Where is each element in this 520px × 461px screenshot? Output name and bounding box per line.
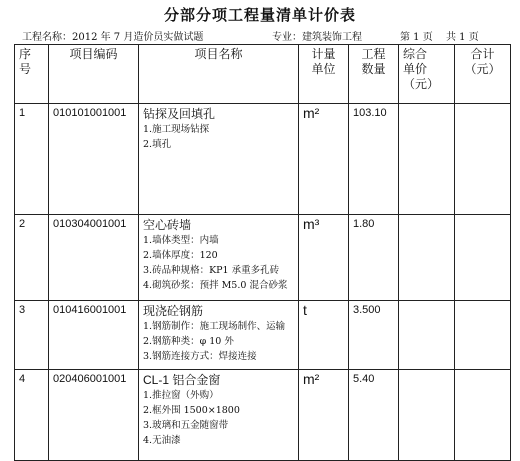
page-number: 第 1 页: [400, 32, 433, 43]
cell-code: 010416001001: [49, 301, 139, 370]
cell-price: [399, 104, 455, 215]
cell-name: [139, 301, 299, 370]
item-feature: 3.玻璃和五金随窗带: [143, 420, 229, 431]
item-feature: 1.施工现场钻探: [143, 124, 210, 135]
table-row: [15, 215, 511, 301]
cell-seq: 4: [15, 370, 49, 461]
col-header-seq: 序 号: [15, 45, 49, 104]
item-feature: 1.钢筋制作：施工现场制作、运输: [143, 321, 286, 332]
cell-unit: m²: [299, 104, 349, 215]
table-row: [15, 370, 511, 461]
cell-code: 020406001001: [49, 370, 139, 461]
project-name: 工程名称：2012 年 7 月造价员实做试题: [22, 32, 204, 43]
table-row: [15, 104, 511, 215]
item-feature: 2.填孔: [143, 139, 172, 150]
cell-price: [399, 370, 455, 461]
total-pages: 共 1 页: [446, 32, 479, 43]
cell-seq: 1: [15, 104, 49, 215]
cell-code: 010101001001: [49, 104, 139, 215]
cell-unit: m³: [299, 215, 349, 301]
cell-price: [399, 301, 455, 370]
item-feature: 4.砌筑砂浆：预拌 M5.0 混合砂浆: [143, 280, 288, 291]
item-feature: 4.无油漆: [143, 435, 181, 446]
cell-total: [455, 215, 511, 301]
bill-of-quantities-table: [14, 44, 511, 461]
cell-code: 010304001001: [49, 215, 139, 301]
cell-name: [139, 370, 299, 461]
col-header-total: 合计 （元）: [455, 45, 511, 104]
cell-price: [399, 215, 455, 301]
col-header-price: 综合 单价 （元）: [399, 45, 455, 104]
item-feature: 3.钢筋连接方式：焊接连接: [143, 351, 257, 362]
item-title: 钻探及回填孔: [143, 107, 216, 121]
item-feature: 3.砖品种规格：KP1 承重多孔砖: [143, 265, 280, 276]
cell-unit: t: [299, 301, 349, 370]
cell-seq: 2: [15, 215, 49, 301]
col-header-code: 项目编码: [49, 45, 139, 104]
item-title: 现浇砼钢筋: [143, 304, 204, 318]
cell-name: [139, 104, 299, 215]
table-header-row: [15, 45, 511, 104]
cell-qty: 1.80: [349, 215, 399, 301]
col-header-name: 项目名称: [139, 45, 299, 104]
cell-total: [455, 370, 511, 461]
cell-qty: 3.500: [349, 301, 399, 370]
cell-seq: 3: [15, 301, 49, 370]
item-feature: 2.钢筋种类：φ 10 外: [143, 336, 234, 347]
cell-total: [455, 301, 511, 370]
table-row: [15, 301, 511, 370]
specialty: 专业：建筑装饰工程: [272, 32, 362, 43]
cell-name: [139, 215, 299, 301]
item-feature: 2.框外围 1500×1800: [143, 405, 240, 416]
item-feature: 1.墙体类型：内墙: [143, 235, 219, 246]
document-title: 分部分项工程量清单计价表: [163, 6, 356, 24]
cell-total: [455, 104, 511, 215]
cell-unit: m²: [299, 370, 349, 461]
item-feature: 2.墙体厚度：120: [143, 250, 218, 261]
item-feature: 1.推拉窗（外购）: [143, 390, 219, 401]
cell-qty: 103.10: [349, 104, 399, 215]
item-title: CL-1 铝合金窗: [143, 373, 221, 387]
col-header-unit: 计量 单位: [299, 45, 349, 104]
col-header-qty: 工程 数量: [349, 45, 399, 104]
item-title: 空心砖墙: [143, 218, 192, 232]
cell-qty: 5.40: [349, 370, 399, 461]
